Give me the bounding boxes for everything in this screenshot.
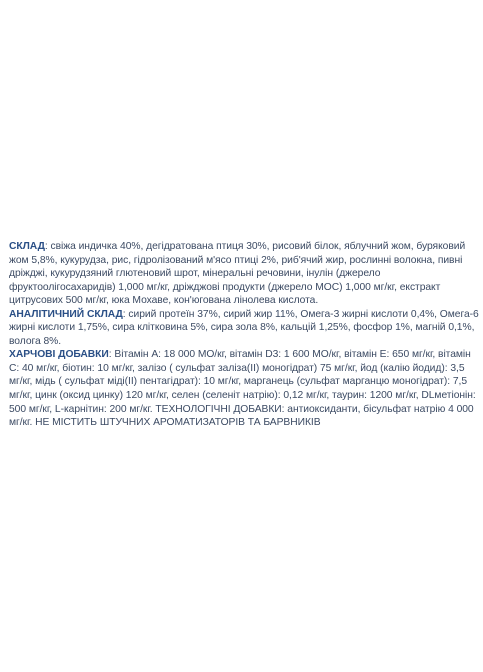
analytical-text: : сирий протеїн 37%, сирий жир 11%, Омега-3 жирні кислоти 0,4%, Омега-6 жирні кислоти 1,75%, сира клітковина 5%, сира зола 8%, кальцій 1,25%, фосфор 1%, магній 0,1%, волога 8%. [9,308,479,347]
additives-text: : Вітамін А: 18 000 МО/кг, вітамін D3: 1 600 МО/кг, вітамін Е: 650 мг/кг, вітамін С: 40 мг/кг, біотин: 10 мг/кг, залізо ( сульфат заліза(ІІ) моногідрат) 75 мг/кг, йод (калію йодид): 3,5 мг/кг, мідь ( сульфат міді(ІІ) пентагідрат): 10 мг/кг, марганець (сульфат марганцю моногідрат): 7,5 мг/кг, цинк (оксид цинку) 120 мг/кг, селен (селеніт натрію): 0,12 мг/кг, таурин: 1200 мг/кг, DLметіонін: 500 мг/кг, L-карнітин: 200 мг/кг. ТЕХНОЛОГІЧНІ ДОБАВКИ: антиоксиданти, бісульфат натрію 4 000 мг/кг. НЕ МІСТИТЬ ШТУЧНИХ АРОМАТИЗАТОРІВ ТА БАРВНИКІВ [9,349,476,429]
additives-label: ХАРЧОВІ ДОБАВКИ [9,349,109,361]
composition-paragraph [9,240,479,308]
composition-text: : свіжа индичка 40%, дегідратована птиця 30%, рисовий білок, яблучний жом, буряковий жом 5,8%, кукурудза, рис, гідролізований м'ясо птиці 2%, риб'ячий жир, рослинні волокна, пивні дріжджі, кукурудзяний глютеновий шрот, мінеральні речовини, інулін (джерело фруктоолігосахаридів) 1,000 мг/кг, дріжджові продукти (джерело МОС) 1,000 мг/кг, екстракт цитрусових 500 мг/кг, юка Мохаве, кон'югована лінолева кислота. [9,241,466,307]
analytical-paragraph [9,308,479,349]
composition-label: СКЛАД [9,241,45,252]
analytical-label: АНАЛІТИЧНИЙ СКЛАД [9,308,123,320]
additives-paragraph [9,348,479,429]
ingredients-document [9,240,479,430]
